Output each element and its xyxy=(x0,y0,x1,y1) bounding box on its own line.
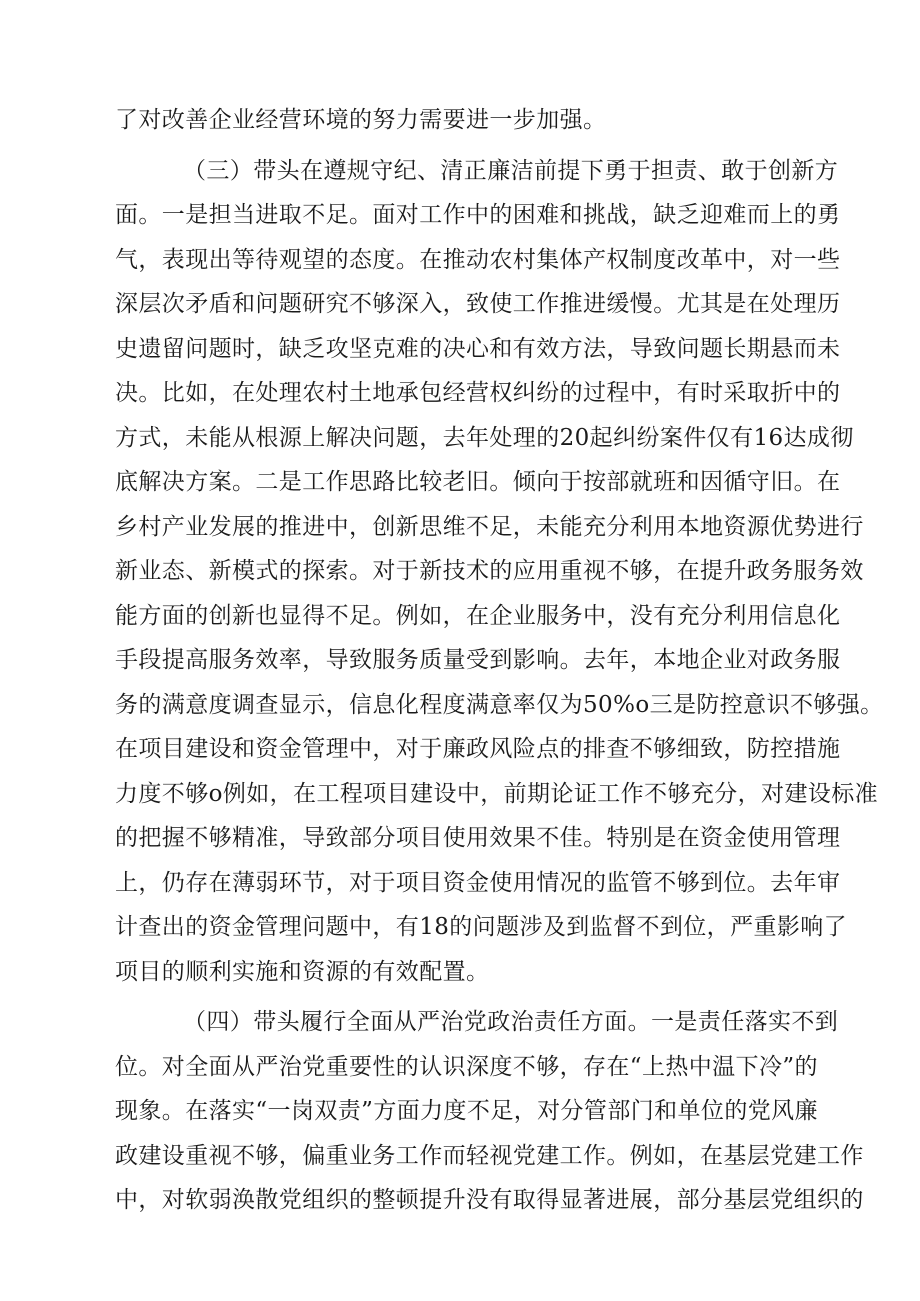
text-line: 深层次矛盾和问题研究不够深入，致使工作推进缓慢。尤其是在处理历 xyxy=(115,291,841,317)
text-line: （三）带头在遵规守纪、清正廉洁前提下勇于担责、敢于创新方 xyxy=(183,157,839,184)
text-line: 史遗留问题时，缺乏攻坚克难的决心和有效方法，导致问题长期悬而未 xyxy=(115,335,841,362)
text-line: 能方面的创新也显得不足。例如，在企业服务中，没有充分利用信息化 xyxy=(115,602,841,629)
text-line: 政建设重视不够，偏重业务工作而轻视党建工作。例如，在基层党建工作 xyxy=(115,1142,864,1169)
text-line: 在项目建设和资金管理中，对于廉政风险点的排查不够细致，防控措施 xyxy=(115,736,841,762)
text-line: 中，对软弱涣散党组织的整顿提升没有取得显著进展，部分基层党组织的 xyxy=(115,1187,864,1213)
paragraph-p1 xyxy=(115,98,817,143)
text-line: 计查出的资金管理问题中，有18的问题涉及到监督不到位，严重影响了 xyxy=(115,914,848,940)
text-line: （四）带头履行全面从严治党政治责任方面。一是责任落实不到 xyxy=(183,1009,839,1035)
text-line: 务的满意度调查显示，信息化程度满意率仅为50%o三是防控意识不够强。 xyxy=(115,691,884,718)
text-line: 项目的顺利实施和资源的有效配置。 xyxy=(115,958,490,985)
text-line: 底解决方案。二是工作思路比较老旧。倾向于按部就班和因循守旧。在 xyxy=(115,469,841,495)
text-line: 气，表现出等待观望的态度。在推动农村集体产权制度改革中，对一些 xyxy=(115,246,841,273)
document-body xyxy=(115,98,884,1223)
text-line: 上，仍存在薄弱环节，对于项目资金使用情况的监管不够到位。去年审 xyxy=(115,869,841,896)
text-line: 乡村产业发展的推进中，创新思维不足，未能充分利用本地资源优势进行 xyxy=(115,513,864,540)
paragraph-p2 xyxy=(115,149,884,995)
text-line: 方式，未能从根源上解决问题，去年处理的20起纠纷案件仅有16达成彻 xyxy=(115,424,854,451)
text-line: 现象。在落实“一岗双责”方面力度不足，对分管部门和单位的党风廉 xyxy=(115,1098,818,1124)
text-line: 新业态、新模式的探索。对于新技术的应用重视不够，在提升政务服务效 xyxy=(115,558,864,584)
paragraph-p3 xyxy=(115,1000,864,1223)
text-line: 位。对全面从严治党重要性的认识深度不够，存在“上热中温下冷”的 xyxy=(115,1053,818,1080)
text-line: 手段提高服务效率，导致服务质量受到影响。去年，本地企业对政务服 xyxy=(115,647,841,673)
text-line: 的把握不够精准，导致部分项目使用效果不佳。特别是在资金使用管理 xyxy=(115,825,841,851)
text-line: 面。一是担当进取不足。面对工作中的困难和挑战，缺乏迎难而上的勇 xyxy=(115,202,841,228)
text-line: 了对改善企业经营环境的努力需要进一步加强。 xyxy=(115,107,607,133)
text-line: 力度不够o例如，在工程项目建设中，前期论证工作不够充分，对建设标准 xyxy=(115,780,879,807)
text-line: 决。比如，在处理农村土地承包经营权纠纷的过程中，有时采取折中的 xyxy=(115,380,841,406)
